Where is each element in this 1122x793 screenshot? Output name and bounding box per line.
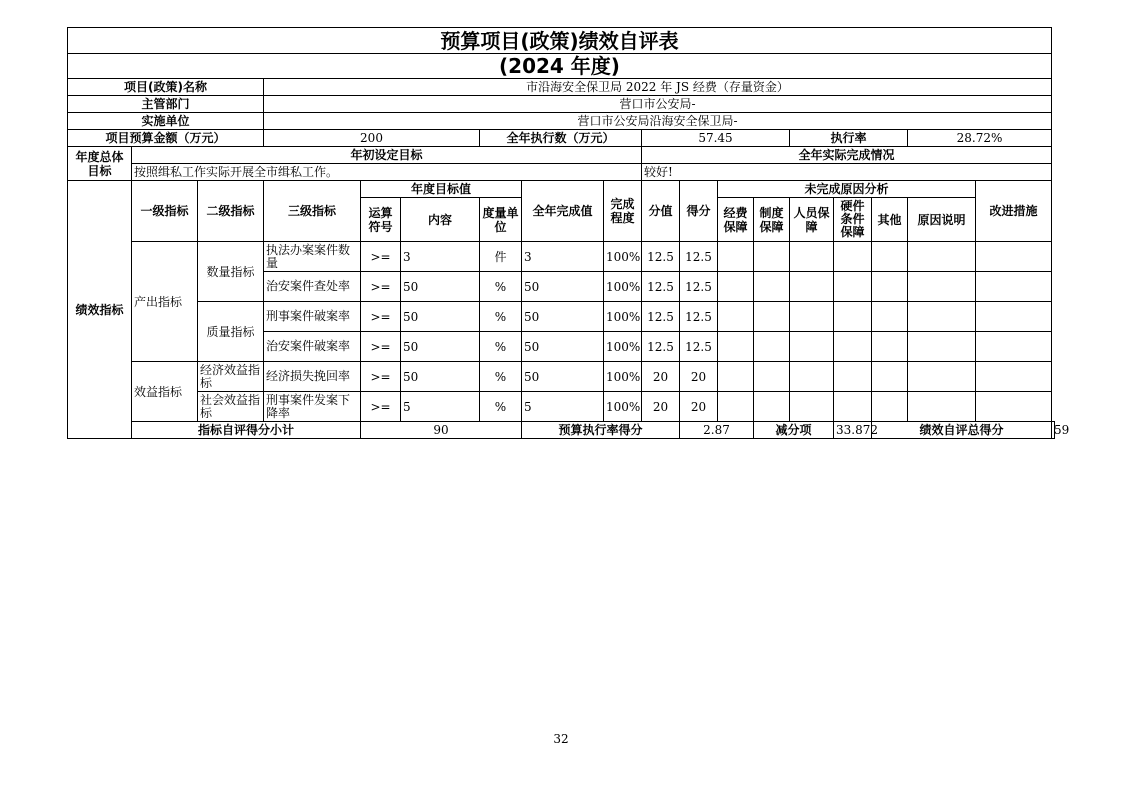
empty-cell — [834, 392, 872, 422]
empty-cell — [908, 392, 976, 422]
row-op: >= — [361, 392, 401, 422]
empty-cell — [976, 302, 1052, 332]
row-value: 12.5 — [642, 302, 680, 332]
project-name-value: 市沿海安全保卫局 2022 年 JS 经费（存量资金） — [264, 79, 1052, 96]
row-score: 20 — [680, 362, 718, 392]
empty-cell — [908, 362, 976, 392]
empty-cell — [718, 302, 754, 332]
empty-cell — [872, 362, 908, 392]
level1-header: 一级指标 — [132, 181, 198, 242]
initial-goal-header: 年初设定目标 — [132, 147, 642, 164]
row-score: 12.5 — [680, 302, 718, 332]
row-completed: 5 — [522, 392, 604, 422]
deduct-value: 33.872 — [834, 422, 872, 439]
row-unit: % — [480, 302, 522, 332]
row-l3: 治安案件破案率 — [264, 332, 361, 362]
row-degree: 100% — [604, 272, 642, 302]
level3-header: 三级指标 — [264, 181, 361, 242]
row-op: >= — [361, 242, 401, 272]
performance-table — [67, 27, 1070, 439]
rate-label: 执行率 — [790, 130, 908, 147]
empty-cell — [754, 392, 790, 422]
actual-goal-header: 全年实际完成情况 — [642, 147, 1052, 164]
row-degree: 100% — [604, 332, 642, 362]
level2-header: 二级指标 — [198, 181, 264, 242]
row-l3: 执法办案案件数量 — [264, 242, 361, 272]
row-value: 12.5 — [642, 332, 680, 362]
empty-cell — [908, 272, 976, 302]
row-completed: 3 — [522, 242, 604, 272]
row-op: >= — [361, 332, 401, 362]
goals-label-line2: 目标 — [87, 163, 112, 178]
row-content: 50 — [401, 272, 480, 302]
row-unit: % — [480, 362, 522, 392]
empty-cell — [872, 332, 908, 362]
annual-target-header: 年度目标值 — [361, 181, 522, 198]
page-number: 32 — [553, 732, 569, 746]
row-l3: 刑事案件破案率 — [264, 302, 361, 332]
goals-label-line1: 年度总体 — [75, 149, 124, 164]
benefit-indicator: 效益指标 — [132, 362, 198, 422]
subtotal-label: 指标自评得分小计 — [132, 422, 361, 439]
empty-cell — [718, 392, 754, 422]
completed-header: 全年完成值 — [522, 181, 604, 242]
social-indicator: 社会效益指标 — [198, 392, 264, 422]
empty-cell — [834, 272, 872, 302]
row-value: 12.5 — [642, 242, 680, 272]
improve-header: 改进措施 — [976, 181, 1052, 242]
hardware-header: 硬件条件保障 — [834, 198, 872, 242]
quality-indicator: 质量指标 — [198, 302, 264, 362]
degree-header: 完成程度 — [604, 181, 642, 242]
empty-cell — [754, 332, 790, 362]
page-title: 预算项目(政策)绩效自评表 — [68, 28, 1052, 54]
empty-cell — [754, 272, 790, 302]
row-completed: 50 — [522, 332, 604, 362]
empty-cell — [718, 242, 754, 272]
economic-indicator: 经济效益指标 — [198, 362, 264, 392]
perf-indicator-label: 绩效指标 — [68, 181, 132, 439]
funding-header: 经费保障 — [718, 198, 754, 242]
operator-header: 运算符号 — [361, 198, 401, 242]
empty-cell — [834, 362, 872, 392]
actual-goal-text: 较好! — [642, 164, 1052, 181]
row-unit: 件 — [480, 242, 522, 272]
empty-cell — [790, 302, 834, 332]
personnel-header: 人员保障 — [790, 198, 834, 242]
empty-cell — [872, 242, 908, 272]
row-value: 20 — [642, 362, 680, 392]
total-score-value: 59 — [1052, 422, 1055, 439]
deduct-label: 减分项 — [754, 422, 834, 439]
empty-cell — [834, 302, 872, 332]
empty-cell — [872, 302, 908, 332]
score-value-header: 分值 — [642, 181, 680, 242]
row-unit: % — [480, 392, 522, 422]
empty-cell — [754, 242, 790, 272]
empty-cell — [790, 332, 834, 362]
score-header: 得分 — [680, 181, 718, 242]
dept-value: 营口市公安局- — [264, 96, 1052, 113]
empty-cell — [834, 332, 872, 362]
empty-cell — [790, 392, 834, 422]
empty-cell — [754, 362, 790, 392]
row-op: >= — [361, 362, 401, 392]
row-score: 12.5 — [680, 272, 718, 302]
initial-goal-text: 按照缉私工作实际开展全市缉私工作。 — [132, 164, 642, 181]
row-value: 12.5 — [642, 272, 680, 302]
empty-cell — [790, 362, 834, 392]
empty-cell — [718, 272, 754, 302]
empty-cell — [754, 302, 790, 332]
row-l3: 经济损失挽回率 — [264, 362, 361, 392]
row-degree: 100% — [604, 302, 642, 332]
rate-value: 28.72% — [908, 130, 1052, 147]
empty-cell — [872, 272, 908, 302]
dept-label: 主管部门 — [68, 96, 264, 113]
exec-label: 全年执行数（万元） — [480, 130, 642, 147]
budget-label: 项目预算金额（万元） — [68, 130, 264, 147]
other-header: 其他 — [872, 198, 908, 242]
empty-cell — [976, 272, 1052, 302]
goals-label — [68, 147, 132, 181]
empty-cell — [908, 332, 976, 362]
total-score-label: 绩效自评总得分 — [872, 422, 1052, 439]
project-name-label: 项目(政策)名称 — [68, 79, 264, 96]
empty-cell — [976, 242, 1052, 272]
empty-cell — [790, 242, 834, 272]
row-l3: 治安案件查处率 — [264, 272, 361, 302]
row-unit: % — [480, 272, 522, 302]
reason-header: 原因说明 — [908, 198, 976, 242]
row-unit: % — [480, 332, 522, 362]
row-l3: 刑事案件发案下降率 — [264, 392, 361, 422]
empty-cell — [908, 242, 976, 272]
empty-cell — [718, 362, 754, 392]
empty-cell — [976, 392, 1052, 422]
row-completed: 50 — [522, 272, 604, 302]
row-degree: 100% — [604, 392, 642, 422]
budget-value: 200 — [264, 130, 480, 147]
empty-cell — [976, 332, 1052, 362]
system-header: 制度保障 — [754, 198, 790, 242]
quantity-indicator: 数量指标 — [198, 242, 264, 302]
row-op: >= — [361, 272, 401, 302]
budget-rate-value: 2.87 — [680, 422, 754, 439]
empty-cell — [976, 362, 1052, 392]
row-content: 50 — [401, 362, 480, 392]
unfinished-header: 未完成原因分析 — [718, 181, 976, 198]
subtotal-value: 90 — [361, 422, 522, 439]
empty-cell — [790, 272, 834, 302]
row-completed: 50 — [522, 362, 604, 392]
output-indicator: 产出指标 — [132, 242, 198, 362]
unit-header: 度量单位 — [480, 198, 522, 242]
unit-label: 实施单位 — [68, 113, 264, 130]
row-op: >= — [361, 302, 401, 332]
row-score: 20 — [680, 392, 718, 422]
row-degree: 100% — [604, 362, 642, 392]
row-score: 12.5 — [680, 242, 718, 272]
row-content: 50 — [401, 302, 480, 332]
exec-value: 57.45 — [642, 130, 790, 147]
empty-cell — [834, 242, 872, 272]
unit-value: 营口市公安局沿海安全保卫局- — [264, 113, 1052, 130]
row-content: 50 — [401, 332, 480, 362]
empty-cell — [718, 332, 754, 362]
row-completed: 50 — [522, 302, 604, 332]
row-degree: 100% — [604, 242, 642, 272]
page-subtitle: (2024 年度) — [68, 54, 1052, 79]
row-content: 5 — [401, 392, 480, 422]
row-score: 12.5 — [680, 332, 718, 362]
row-value: 20 — [642, 392, 680, 422]
content-header: 内容 — [401, 198, 480, 242]
empty-cell — [872, 392, 908, 422]
empty-cell — [908, 302, 976, 332]
row-content: 3 — [401, 242, 480, 272]
budget-rate-label: 预算执行率得分 — [522, 422, 680, 439]
